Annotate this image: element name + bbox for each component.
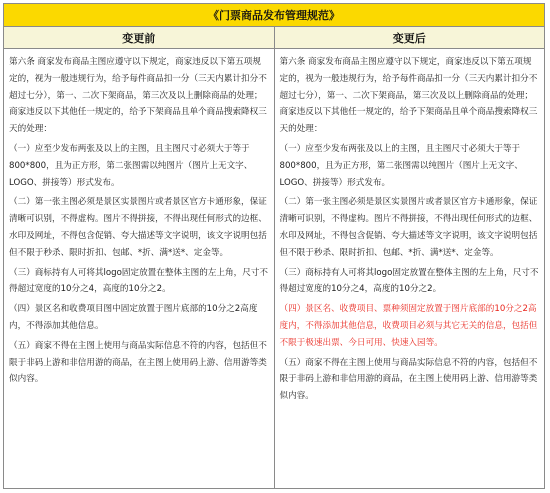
header-before: 变更前 [122,31,156,45]
column-after [274,49,545,489]
clause-text: （二）第一张主图必须是景区实景图片或者景区官方卡通形象，保证清晰可识别，不得虚构。图片不得拼接，不得出现任何形式的边框、水印及网址，不得包含促销、夸大描述等文字说明，该文字说明包括但不限于秒杀、限时折扣、包邮、*折、满*送*、定金等。 [9,197,267,258]
clause-text: （一）应至少发布两张及以上的主图，且主图尺寸必须大于等于800*800，且为正方形，第二张图需以纯图片（图片上无文字、LOGO、拼接等）形式发布。 [9,143,253,188]
table-title: 《门票商品发布管理规范》 [4,4,544,27]
clause-text: （五）商家不得在主图上使用与商品实际信息不符的内容，包括但不限于非码上游和非信用游的商品，在主图上使用码上游、信用游等类似内容。 [279,357,538,402]
clause-text: 第六条 商家发布商品主图应遵守以下规定，商家违反以下第五项规定的，视为一般违规行为，给予每件商品扣一分（三天内累计扣分不超过七分），第一、二次下架商品，第三次及以上删除商品的处理；商家违反以下其他任一规定的，给予下架商品且单个商品搜索降权三天的处理： [279,57,538,135]
clause-text: 第六条 商家发布商品主图应遵守以下规定，商家违反以下第五项规定的，视为一般违规行为，给予每件商品扣一分（三天内累计扣分不超过七分），第一、二次下架商品，第三次及以上删除商品的处理；商家违反以下其他任一规定的，给予下架商品且单个商品搜索降权三天的处理： [9,57,267,135]
clause-text: （三）商标持有人可将其logo固定放置在整体主图的左上角，尺寸不得超过宽度的10分之4，高度的10分之2。 [9,267,268,295]
comparison-table [3,3,545,489]
clause-text: （二）第一张主图必须是景区实景图片或者景区官方卡通形象，保证清晰可识别，不得虚构。图片不得拼接，不得出现任何形式的边框、水印及网址，不得包含促销、夸大描述等文字说明，该文字说明包括但不限于秒杀、限时折扣、包邮、*折、满*送*、定金等。 [279,197,538,258]
column-before [4,49,274,489]
column-headers [4,27,544,49]
table-body [4,49,544,489]
clause-text: （四）景区名和收费项目图中固定放置于图片底部的10分之2高度内，不得添加其他信息。 [9,304,258,331]
header-after: 变更后 [274,27,545,48]
changed-clause-text: （四）景区名、收费项目、票种须固定放置于图片底部的10分之2高度内，不得添加其他信息，收费项目必须与其它无关的信息，包括但不限于极速出票、今日可用、快速入园等。 [279,304,538,348]
clause-text: （一）应至少发布两张及以上的主图，且主图尺寸必须大于等于800*800，且为正方形，第二张图需以纯图片（图片上无文字、LOGO、拼接等）形式发布。 [279,143,523,188]
clause-text: （五）商家不得在主图上使用与商品实际信息不符的内容，包括但不限于非码上游和非信用游的商品，在主图上使用码上游、信用游等类似内容。 [9,340,267,385]
clause-text: （三）商标持有人可将其logo固定放置在整体主图的左上角，尺寸不得超过宽度的10分之4，高度的10分之2。 [279,267,539,295]
